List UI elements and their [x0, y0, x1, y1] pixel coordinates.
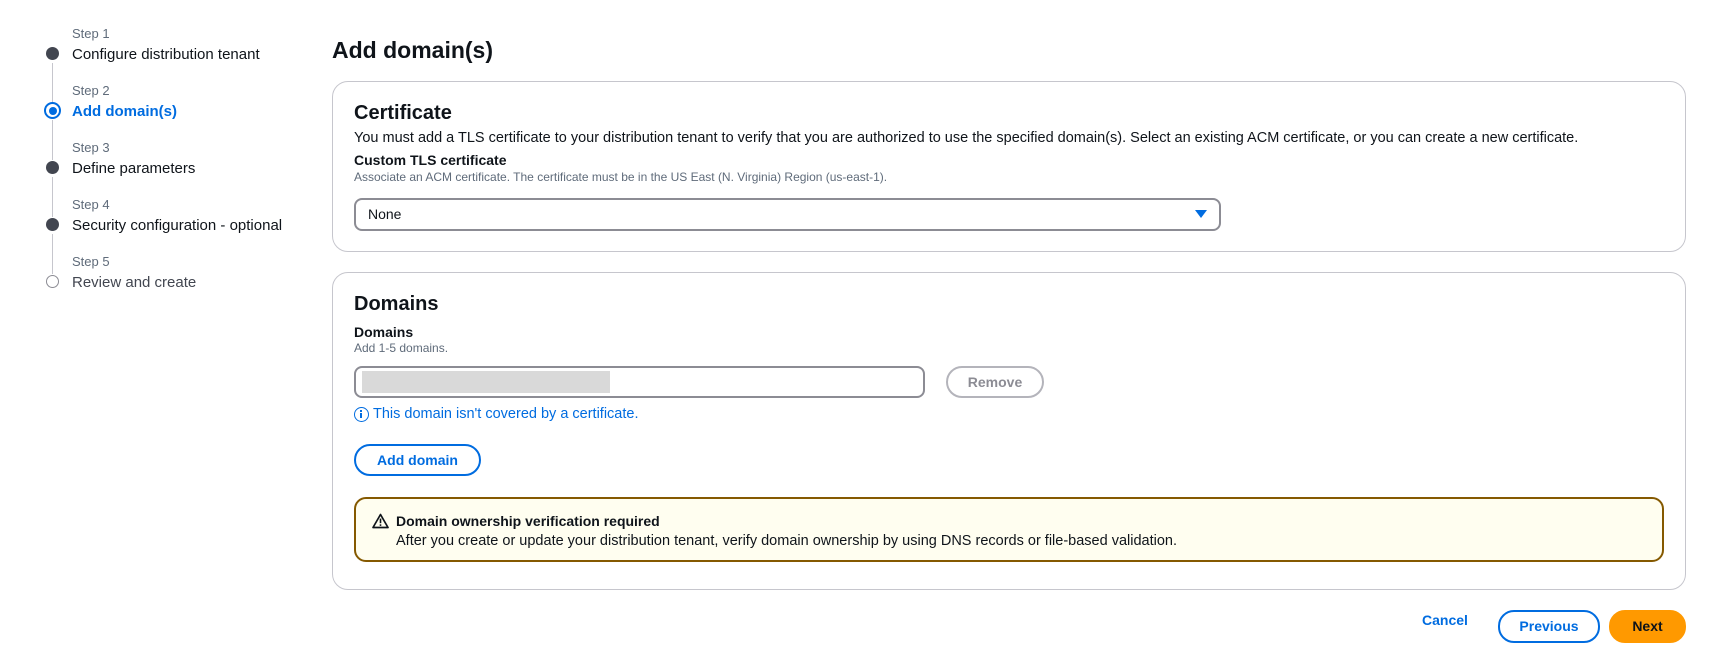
remove-domain-button[interactable]: Remove: [946, 366, 1044, 398]
domains-field-label: Domains: [354, 324, 414, 340]
step-number: Step 1: [72, 26, 110, 41]
step-number: Step 3: [72, 140, 110, 155]
wizard-steps: [44, 26, 304, 311]
alert-body: After you create or update your distribution tenant, verify domain ownership by using DNS records or file-based validation.: [396, 533, 1177, 549]
domains-heading: Domains: [354, 293, 439, 315]
custom-tls-certificate-label: Custom TLS certificate: [354, 152, 507, 168]
step-complete-icon: [46, 161, 59, 174]
previous-button[interactable]: Previous: [1498, 610, 1600, 643]
domains-container: [332, 272, 1686, 590]
step-2[interactable]: [44, 83, 304, 140]
step-complete-icon: [46, 47, 59, 60]
domain-input[interactable]: [356, 368, 923, 396]
page-title: Add domain(s): [332, 37, 493, 63]
tls-certificate-selected-value: None: [368, 206, 402, 222]
domain-input-wrapper: [354, 366, 925, 398]
ownership-verification-alert: [354, 497, 1664, 562]
step-complete-icon: [46, 218, 59, 231]
alert-title: Domain ownership verification required: [396, 513, 660, 529]
step-current-icon: [44, 102, 61, 119]
step-5: [44, 254, 304, 311]
certificate-heading: Certificate: [354, 102, 452, 124]
step-number: Step 4: [72, 197, 110, 212]
add-domain-button[interactable]: Add domain: [354, 444, 481, 476]
step-3[interactable]: [44, 140, 304, 197]
step-number: Step 5: [72, 254, 110, 269]
certificate-description: You must add a TLS certificate to your distribution tenant to verify that you are authorized to use the specified domain(s). Select an existing ACM certificate, or you can create a new certificate.: [354, 130, 1579, 146]
step-upcoming-icon: [46, 275, 59, 288]
step-title: Add domain(s): [72, 103, 177, 120]
step-title: Define parameters: [72, 160, 196, 177]
step-1[interactable]: [44, 26, 304, 83]
warning-icon: [372, 513, 389, 529]
step-title: Security configuration - optional: [72, 217, 283, 234]
tls-certificate-select[interactable]: [354, 198, 1221, 231]
cancel-button[interactable]: Cancel: [1422, 612, 1468, 628]
domain-certificate-info-text: This domain isn't covered by a certificate.: [373, 406, 639, 422]
step-title: Review and create: [72, 274, 197, 291]
step-number: Step 2: [72, 83, 110, 98]
step-4[interactable]: [44, 197, 304, 254]
certificate-container: [332, 81, 1686, 252]
next-button[interactable]: Next: [1609, 610, 1686, 643]
info-icon: [354, 407, 369, 422]
step-title: Configure distribution tenant: [72, 46, 260, 63]
caret-down-icon: [1195, 210, 1207, 218]
domain-certificate-info: [354, 403, 639, 425]
domains-field-hint: Add 1-5 domains.: [354, 341, 449, 355]
custom-tls-certificate-hint: Associate an ACM certificate. The certificate must be in the US East (N. Virginia) Region (us-east-1).: [354, 170, 888, 184]
